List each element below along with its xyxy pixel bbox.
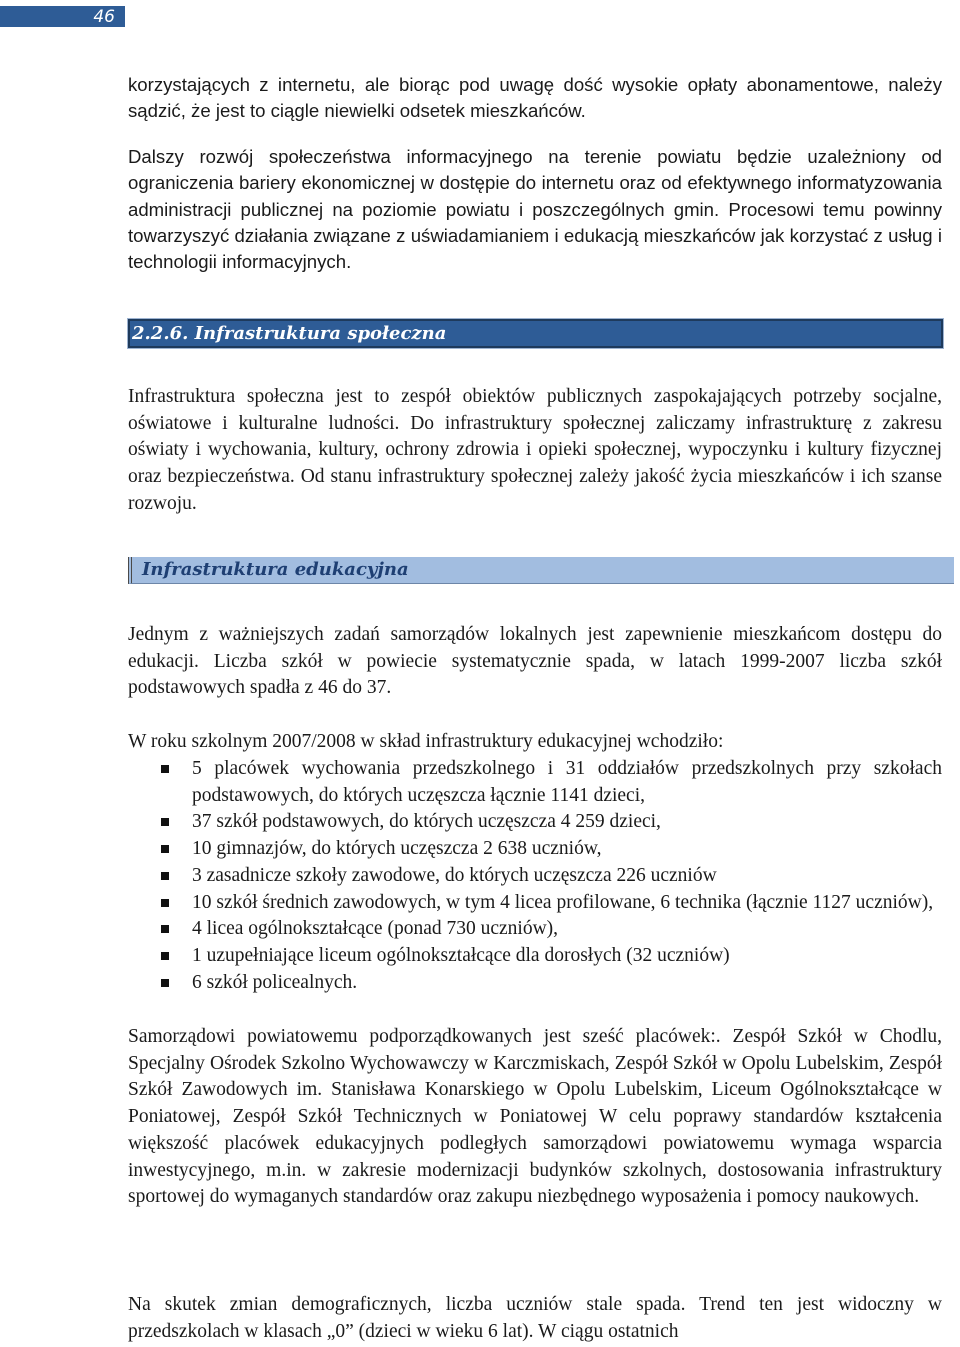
square-bullet-icon bbox=[161, 952, 169, 960]
list-item-text: 4 licea ogólnokształcące (ponad 730 uczniów), bbox=[192, 918, 559, 940]
square-bullet-icon bbox=[161, 872, 169, 880]
list-item-text: 6 szkół policealnych. bbox=[192, 971, 358, 993]
subsection-heading-text: Infrastruktura edukacyjna bbox=[142, 559, 409, 580]
list-item bbox=[128, 863, 942, 890]
square-bullet-icon bbox=[161, 925, 169, 933]
page-number-bar bbox=[0, 6, 125, 27]
list-item-text: 3 zasadnicze szkoły zawodowe, do których uczęszcza 226 uczniów bbox=[192, 864, 717, 886]
list-item bbox=[128, 756, 942, 809]
list-item bbox=[128, 916, 942, 943]
square-bullet-icon bbox=[161, 845, 169, 853]
page-number: 46 bbox=[93, 7, 115, 27]
section-heading-text: 2.2.6. Infrastruktura społeczna bbox=[132, 323, 447, 344]
list-item-text: 10 gimnazjów, do których uczęszcza 2 638 uczniów, bbox=[192, 838, 602, 860]
square-bullet-icon bbox=[161, 765, 169, 773]
square-bullet-icon bbox=[161, 899, 169, 907]
list-item-text: 5 placówek wychowania przedszkolnego i 31 oddziałów przedszkolnych przy szkołach podstawowych, do których uczęszcza łącznie 1141 dzieci, bbox=[192, 758, 942, 806]
paragraph-internet-users: korzystających z internetu, ale biorąc pod uwagę dość wysokie opłaty abonamentowe, należy sądzić, że jest to ciągle niewielki odsetek mieszkańców. bbox=[128, 74, 942, 122]
paragraph-education-access: Jednym z ważniejszych zadań samorządów lokalnych jest zapewnienie mieszkańcom dostępu do edukacji. Liczba szkół w powiecie systematycznie spada, w latach 1999-2007 liczba szkół podstawowych spadła z 46 do 37. bbox=[128, 624, 942, 699]
paragraph-school-year-intro: W roku szkolnym 2007/2008 w skład infrastruktury edukacyjnej wchodziło: bbox=[128, 731, 724, 752]
paragraph-county-schools: Samorządowi powiatowemu podporządkowanych jest sześć placówek:. Zespół Szkół w Chodlu, Specjalny Ośrodek Szkolno Wychowawczy w Karczmiskach, Zespół Szkół w Opolu Lubelskim, Zespół Szkół Zawodowych im. Stanisława Konarskiego w Opolu Lubelskim, Liceum Ogólnokształcące w Poniatowej, Zespół Szkół Technicznych w Poniatowej W celu poprawy standardów kształcenia większość placówek edukacyjnych podległych samorządowi powiatowemu wymaga wsparcia inwestycyjnego, m.in. w zakresie modernizacji budynków szkolnych, dostosowania infrastruktury sportowej do wymaganych standardów oraz zakupu niezbędnego wyposażenia i pomocy naukowych. bbox=[128, 1026, 942, 1208]
list-item bbox=[128, 809, 942, 836]
list-item-text: 37 szkół podstawowych, do których uczęszcza 4 259 dzieci, bbox=[192, 811, 661, 833]
list-item-text: 1 uzupełniające liceum ogólnokształcące dla dorosłych (32 uczniów) bbox=[192, 944, 730, 966]
paragraph-information-society: Dalszy rozwój społeczeństwa informacyjnego na terenie powiatu będzie uzależniony od ograniczenia bariery ekonomicznej w dostępie do internetu oraz od efektywnego informatyzowania administracji publicznej na poziomie powiatu i poszczególnych gmin. Procesowi temu powinny towarzyszyć działania związane z uświadamianiem i edukacją mieszkańców jak korzystać z usług i technologii informacyjnych. bbox=[128, 146, 942, 273]
list-item bbox=[128, 970, 942, 997]
square-bullet-icon bbox=[161, 979, 169, 987]
paragraph-demographics: Na skutek zmian demograficznych, liczba uczniów stale spada. Trend ten jest widoczny w przedszkolach w klasach „0” (dzieci w wieku 6 lat). W ciągu ostatnich bbox=[128, 1294, 942, 1342]
list-item bbox=[128, 836, 942, 863]
section-heading bbox=[128, 319, 943, 348]
list-item bbox=[128, 943, 942, 970]
list-item-text: 10 szkół średnich zawodowych, w tym 4 licea profilowane, 6 technika (łącznie 1127 uczniów), bbox=[192, 891, 934, 913]
square-bullet-icon bbox=[161, 818, 169, 826]
paragraph-social-infrastructure: Infrastruktura społeczna jest to zespół obiektów publicznych zaspokajających potrzeby socjalne, oświatowe i kulturalne ludności. Do infrastruktury społecznej zaliczamy infrastrukturę z zakresu oświaty i wychowania, kultury, ochrony zdrowia i opieki społecznej, wypoczynku i kultury fizycznej oraz bezpieczeństwa. Od stanu infrastruktury społecznej zależy jakość życia mieszkańców i ich szanse rozwoju. bbox=[128, 386, 942, 514]
subsection-heading bbox=[128, 557, 954, 584]
list-item bbox=[128, 890, 942, 917]
education-facilities-list bbox=[128, 756, 942, 996]
